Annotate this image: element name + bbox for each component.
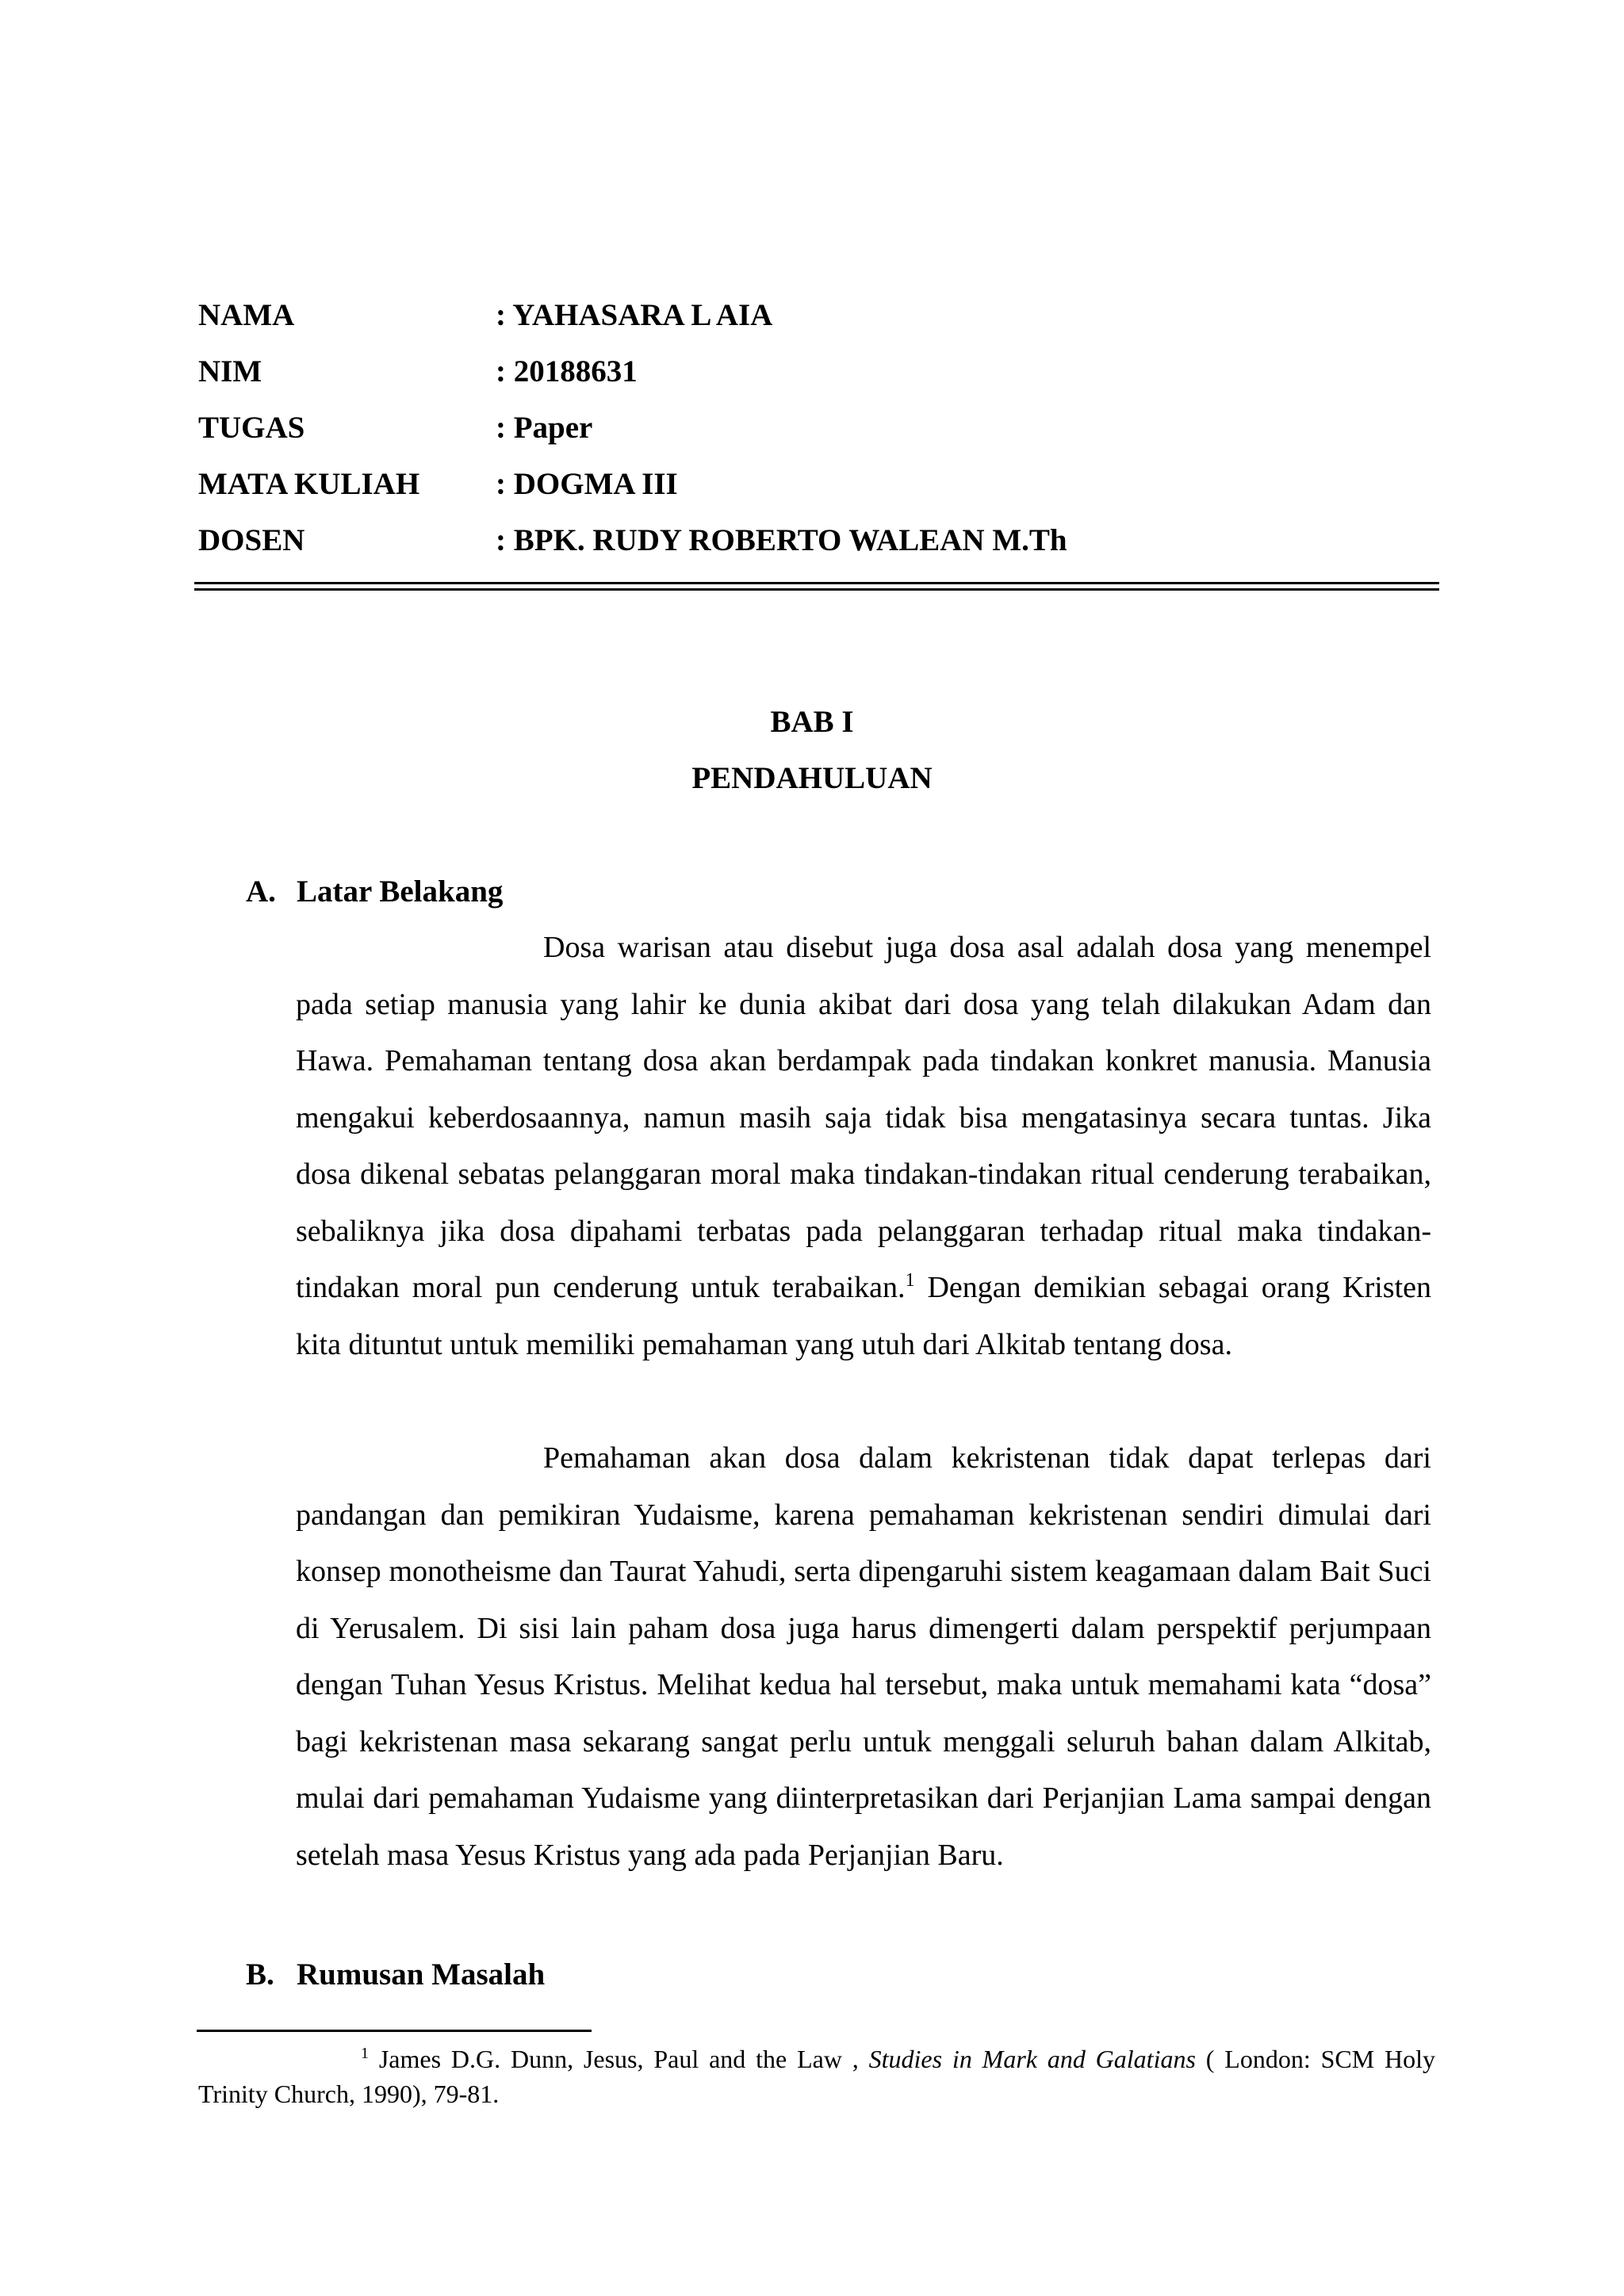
section-heading-b bbox=[246, 1951, 545, 1999]
chapter-number: BAB I bbox=[770, 705, 854, 739]
footnote-text: James D.G. Dunn, Jesus, Paul and the Law , bbox=[369, 2045, 869, 2073]
footnote-title: Studies in Mark and Galatians bbox=[868, 2045, 1196, 2073]
chapter-title: PENDAHULUAN bbox=[691, 761, 933, 795]
section-title: Rumusan Masalah bbox=[297, 1957, 546, 1992]
footnote-reference: 1 bbox=[905, 1270, 915, 1291]
info-label: NAMA bbox=[198, 298, 295, 332]
section-marker: B. bbox=[246, 1957, 274, 1992]
footnote bbox=[198, 2042, 1435, 2111]
paragraph-text: Dengan demikian sebagai orang Kristen kita dituntut untuk memiliki pemahaman yang utuh dari Alkitab tentang dosa. bbox=[296, 1271, 1431, 1361]
section-title: Latar Belakang bbox=[297, 874, 504, 909]
info-value: : DOGMA III bbox=[496, 467, 678, 501]
info-value: : Paper bbox=[496, 411, 593, 445]
info-value: : BPK. RUDY ROBERTO WALEAN M.Th bbox=[496, 523, 1067, 557]
section-heading-a bbox=[246, 868, 503, 916]
header-divider-top bbox=[194, 582, 1439, 584]
footnote-separator bbox=[197, 2030, 592, 2032]
footnote-text: ( London: SCM Holy Trinity Church, 1990), 79-81. bbox=[198, 2045, 1436, 2108]
info-value: : YAHASARA L AIA bbox=[496, 298, 773, 332]
paragraph-text: Dosa warisan atau disebut juga dosa asal adalah dosa yang menempel pada setiap manusia yang lahir ke dunia akibat dari dosa yang telah dilakukan Adam dan Hawa. Pemahaman tentang dosa akan berdampak pada tindakan konkret manusia. Manusia mengakui keberdosaannya, namun masih saja tidak bisa mengatasinya secara tuntas. Jika dosa dikenal sebatas pelanggaran moral maka tindakan-tindakan ritual cenderung terabaikan, sebaliknya jika dosa dipahami terbatas pada pelanggaran terhadap ritual maka tindakan-tindakan moral pun cenderung untuk terabaikan. bbox=[296, 931, 1431, 1304]
info-value: : 20188631 bbox=[496, 354, 638, 388]
body-paragraph-1 bbox=[296, 920, 1431, 1373]
info-label: NIM bbox=[198, 354, 262, 388]
footnote-number: 1 bbox=[361, 2045, 369, 2062]
info-label: TUGAS bbox=[198, 411, 305, 445]
paragraph-text: Pemahaman akan dosa dalam kekristenan tidak dapat terlepas dari pandangan dan pemikiran Yudaisme, karena pemahaman kekristenan sendiri dimulai dari konsep monotheisme dan Taurat Yahudi, serta dipengaruhi sistem keagamaan dalam Bait Suci di Yerusalem. Di sisi lain paham dosa juga harus dimengerti dalam perspektif perjumpaan dengan Tuhan Yesus Kristus. Melihat kedua hal tersebut, maka untuk memahami kata “dosa” bagi kekristenan masa sekarang sangat perlu untuk menggali seluruh bahan dalam Alkitab, mulai dari pemahaman Yudaisme yang diinterpretasikan dari Perjanjian Lama sampai dengan setelah masa Yesus Kristus yang ada pada Perjanjian Baru. bbox=[296, 1441, 1431, 1872]
section-marker: A. bbox=[246, 874, 276, 909]
header-divider-bottom bbox=[194, 588, 1439, 591]
info-label: DOSEN bbox=[198, 523, 305, 557]
body-paragraph-2 bbox=[296, 1430, 1431, 1884]
info-label: MATA KULIAH bbox=[198, 467, 420, 501]
